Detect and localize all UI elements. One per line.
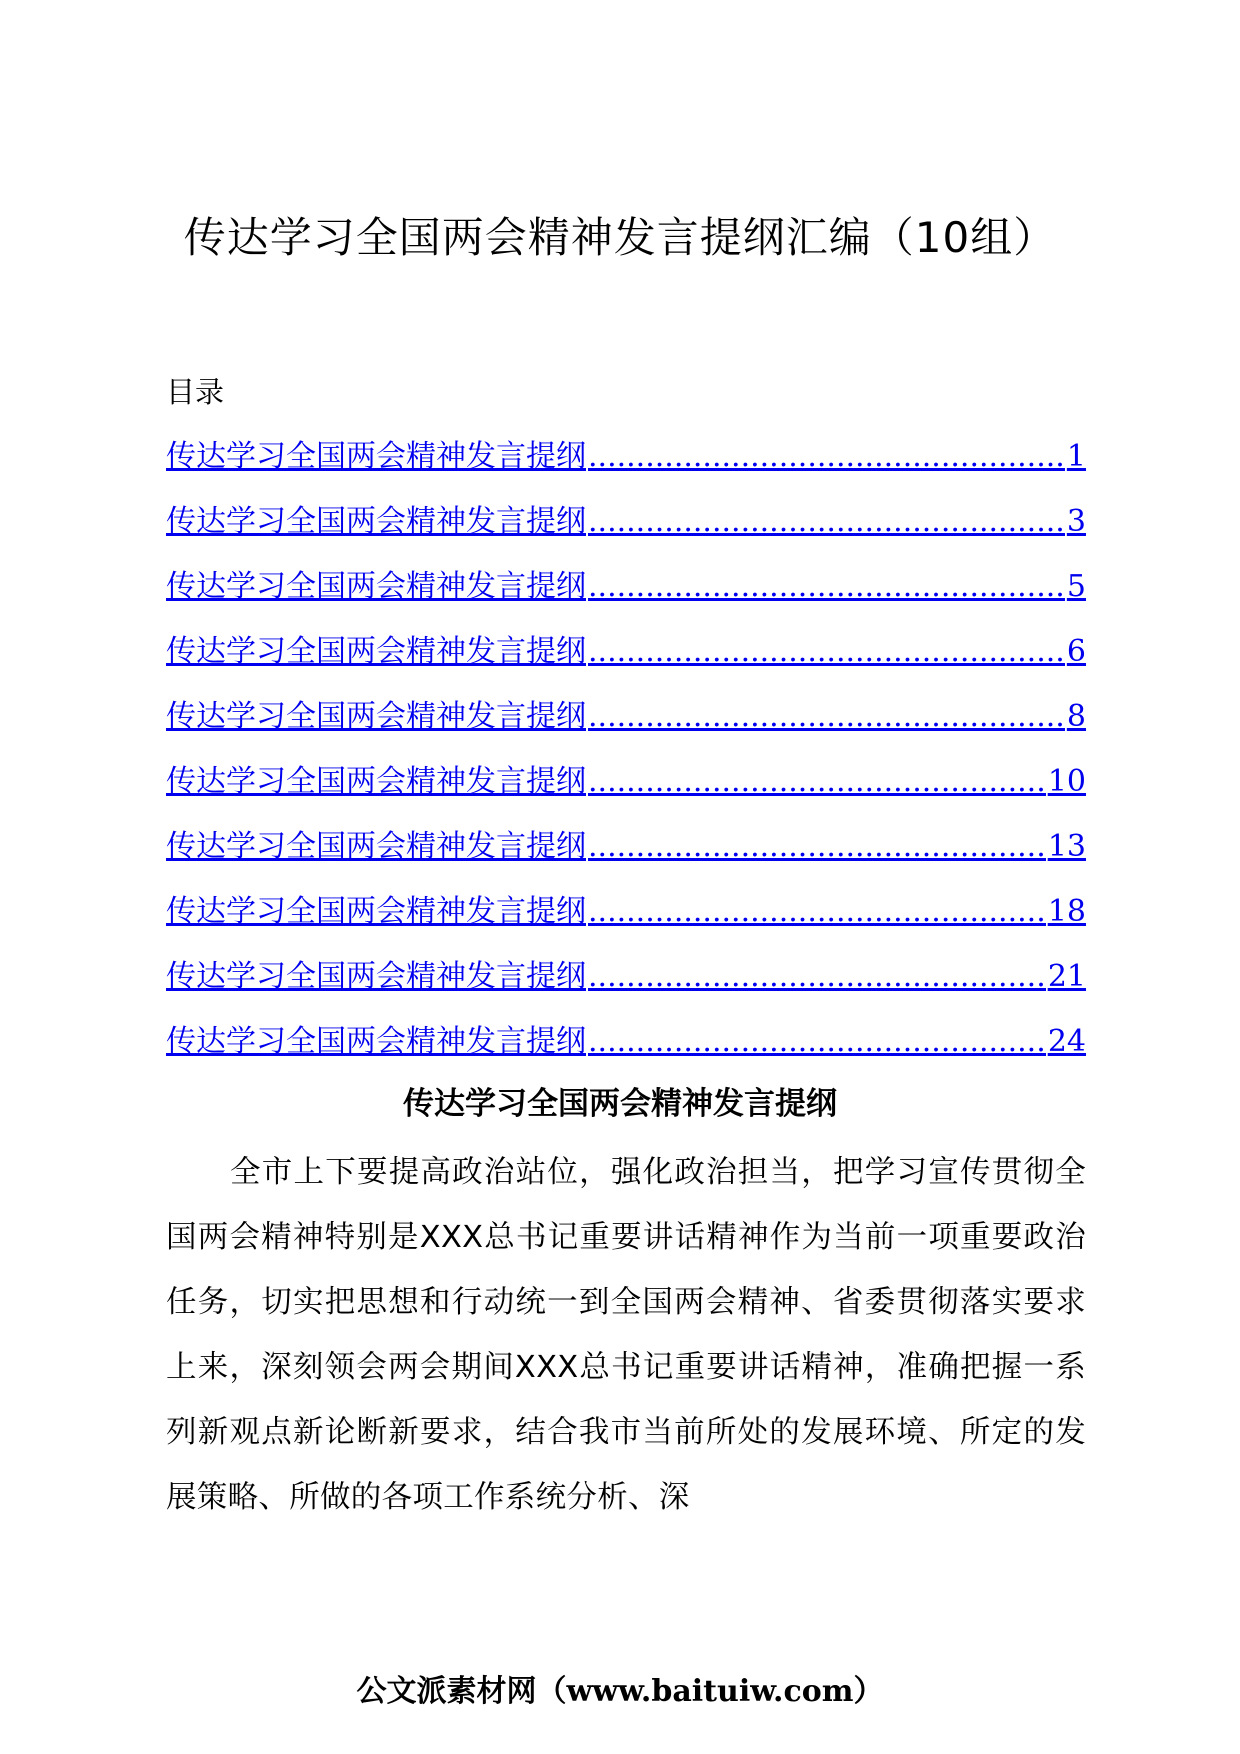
body-paragraph: 全市上下要提高政治站位，强化政治担当，把学习宣传贯彻全国两会精神特别是XXX总书记重要讲话精神作为当前一项重要政治任务，切实把思想和行动统一到全国两会精神、省委贯彻落实要求上来，深刻领会两会期间XXX总书记重要讲话精神，准确把握一系列新观点新论断新要求，结合我市当前所处的发展环境、所定的发展策略、所做的各项工作系统分析、深 xyxy=(166,1155,1086,1515)
toc-entry-page: 1 xyxy=(1066,439,1086,474)
toc-link-2[interactable] xyxy=(166,500,1086,565)
toc-entry-page: 18 xyxy=(1047,894,1086,929)
footer-watermark: 公文派素材网（www.baituiw.com） xyxy=(356,1674,884,1709)
section-title: 传达学习全国两会精神发言提纲 xyxy=(403,1086,837,1122)
toc-entry-page: 10 xyxy=(1047,764,1086,799)
toc-link-4[interactable] xyxy=(166,630,1086,695)
toc-link-6[interactable] xyxy=(166,760,1086,825)
toc-entry-title: 传达学习全国两会精神发言提纲 xyxy=(166,569,586,604)
toc-entry-page: 24 xyxy=(1047,1024,1086,1059)
toc-link-10[interactable] xyxy=(166,1020,1086,1085)
toc-link-9[interactable] xyxy=(166,955,1086,1020)
toc-entry-title: 传达学习全国两会精神发言提纲 xyxy=(166,634,586,669)
toc-link-8[interactable] xyxy=(166,890,1086,955)
toc-leader-dots xyxy=(588,760,1046,804)
toc-entry-page: 21 xyxy=(1047,959,1086,994)
toc-heading: 目录 xyxy=(166,375,225,409)
toc-leader-dots xyxy=(588,825,1046,869)
toc-link-5[interactable] xyxy=(166,695,1086,760)
toc-entry-title: 传达学习全国两会精神发言提纲 xyxy=(166,829,586,864)
document-title: 传达学习全国两会精神发言提纲汇编（10组） xyxy=(183,213,1057,262)
toc-entry-page: 6 xyxy=(1066,634,1086,669)
toc-entry-title: 传达学习全国两会精神发言提纲 xyxy=(166,894,586,929)
toc-entry-title: 传达学习全国两会精神发言提纲 xyxy=(166,1024,586,1059)
toc-leader-dots xyxy=(588,500,1065,544)
toc-entry-title: 传达学习全国两会精神发言提纲 xyxy=(166,439,586,474)
toc-leader-dots xyxy=(588,565,1065,609)
toc-leader-dots xyxy=(588,695,1065,739)
toc-link-7[interactable] xyxy=(166,825,1086,890)
toc-entry-page: 5 xyxy=(1066,569,1086,604)
toc-entry-page: 13 xyxy=(1047,829,1086,864)
toc-entry-title: 传达学习全国两会精神发言提纲 xyxy=(166,959,586,994)
toc-entry-title: 传达学习全国两会精神发言提纲 xyxy=(166,699,586,734)
toc-entry-title: 传达学习全国两会精神发言提纲 xyxy=(166,764,586,799)
toc-link-3[interactable] xyxy=(166,565,1086,630)
toc-leader-dots xyxy=(588,955,1046,999)
toc-entry-title: 传达学习全国两会精神发言提纲 xyxy=(166,504,586,539)
toc-entry-page: 3 xyxy=(1066,504,1086,539)
table-of-contents xyxy=(166,435,1086,1085)
toc-leader-dots xyxy=(588,890,1046,934)
toc-leader-dots xyxy=(588,630,1065,674)
toc-leader-dots xyxy=(588,435,1065,479)
toc-link-1[interactable] xyxy=(166,435,1086,500)
toc-entry-page: 8 xyxy=(1066,699,1086,734)
toc-leader-dots xyxy=(588,1020,1046,1064)
